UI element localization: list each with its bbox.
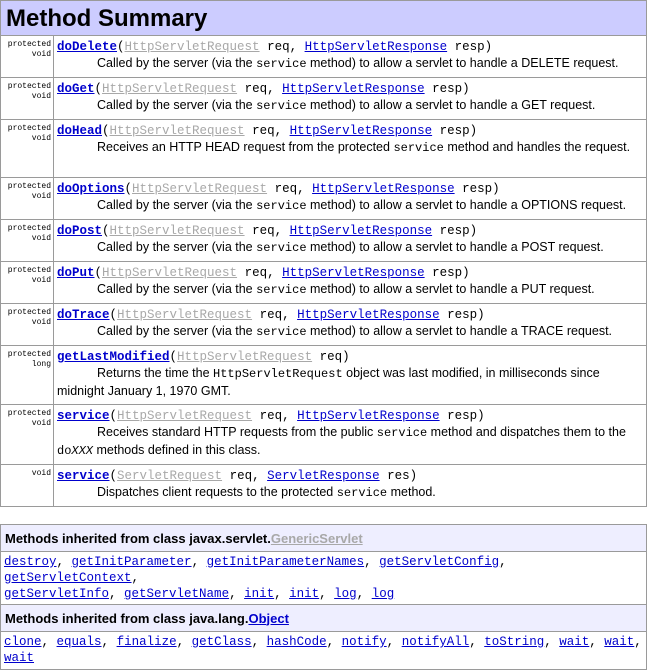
inherited-object-table: [0, 604, 647, 670]
method-row: [1, 178, 647, 220]
method-modifiers: [1, 120, 54, 178]
method-row: [1, 346, 647, 405]
param-type-link[interactable]: HttpServletRequest: [124, 40, 260, 54]
method-signature: getLastModified(HttpServletRequest req): [57, 350, 350, 364]
param-type-link[interactable]: HttpServletRequest: [109, 224, 245, 238]
inherited-method-link[interactable]: wait: [604, 635, 635, 649]
inherited-object-header: [1, 605, 647, 632]
inherited-method-link[interactable]: notifyAll: [401, 635, 470, 649]
method-description: Called by the server (via the service method) to allow a servlet to handle a DELETE request.: [97, 56, 619, 71]
code-text: HttpServletRequest: [213, 367, 343, 381]
method-description: Receives standard HTTP requests from the public service method and dispatches them to the doXXX methods defined in this class.: [57, 425, 626, 458]
method-description: Receives an HTTP HEAD request from the protected service method and handles the request.: [97, 140, 631, 155]
method-modifiers: [1, 405, 54, 465]
method-modifiers: [1, 78, 54, 120]
method-row: [1, 78, 647, 120]
method-signature-cell: [54, 220, 647, 262]
return-type-label: void: [31, 419, 51, 428]
code-text: service: [256, 283, 307, 297]
method-description: Called by the server (via the service method) to allow a servlet to handle a GET request.: [97, 98, 596, 113]
inherited-method-link[interactable]: init: [289, 587, 320, 601]
return-type-label: void: [31, 192, 51, 201]
method-modifiers: [1, 465, 54, 507]
param-type-link[interactable]: HttpServletResponse: [289, 124, 433, 138]
method-signature: service(HttpServletRequest req, HttpServletResponse resp): [57, 409, 485, 423]
inherited-method-link[interactable]: clone: [4, 635, 42, 649]
method-description: Returns the time the HttpServletRequest object was last modified, in milliseconds since midnight January 1, 1970 GMT.: [57, 366, 600, 398]
method-signature: doGet(HttpServletRequest req, HttpServletResponse resp): [57, 82, 470, 96]
method-row: [1, 405, 647, 465]
inherited-method-link[interactable]: hashCode: [266, 635, 327, 649]
param-type-link[interactable]: HttpServletRequest: [102, 266, 238, 280]
param-type-link[interactable]: HttpServletRequest: [102, 82, 238, 96]
modifier-label: protected: [7, 182, 51, 191]
param-type-link[interactable]: HttpServletResponse: [282, 82, 425, 96]
inherited-method-link[interactable]: equals: [56, 635, 102, 649]
method-description: Dispatches client requests to the protected service method.: [97, 485, 436, 500]
inherited-method-link[interactable]: init: [244, 587, 275, 601]
param-type-link[interactable]: HttpServletRequest: [117, 409, 253, 423]
code-text: service: [256, 99, 307, 113]
modifier-label: protected: [7, 409, 51, 418]
method-signature-cell: [54, 405, 647, 465]
param-type-link[interactable]: HttpServletResponse: [289, 224, 433, 238]
method-name-link[interactable]: doOptions: [57, 182, 125, 196]
code-italic-text: XXX: [71, 444, 94, 458]
inherited-method-link[interactable]: finalize: [116, 635, 177, 649]
code-text: service: [256, 325, 307, 339]
param-type-link[interactable]: HttpServletResponse: [304, 40, 448, 54]
method-description: Called by the server (via the service method) to allow a servlet to handle a PUT request.: [97, 282, 595, 297]
method-name-link[interactable]: doHead: [57, 124, 103, 138]
method-modifiers: [1, 346, 54, 405]
param-type-link[interactable]: HttpServletResponse: [297, 409, 440, 423]
method-description: Called by the server (via the service method) to allow a servlet to handle a OPTIONS request.: [97, 198, 627, 213]
inherited-method-link[interactable]: getServletName: [124, 587, 230, 601]
method-modifiers: [1, 178, 54, 220]
param-type-link[interactable]: HttpServletResponse: [297, 308, 440, 322]
modifier-label: protected: [7, 308, 51, 317]
code-text: service: [336, 486, 388, 500]
method-name-link[interactable]: doDelete: [57, 40, 118, 54]
page-title: Method Summary: [6, 5, 208, 32]
method-row: [1, 465, 647, 507]
method-summary-header: [1, 1, 647, 36]
return-type-label: void: [31, 134, 51, 143]
param-type-link[interactable]: HttpServletResponse: [312, 182, 455, 196]
return-type-label: void: [31, 318, 51, 327]
inherited-genericservlet-header: [1, 525, 647, 552]
method-modifiers: [1, 36, 54, 78]
method-row: [1, 304, 647, 346]
method-signature: doHead(HttpServletRequest req, HttpServletResponse resp): [57, 124, 478, 138]
code-text: service: [376, 426, 428, 440]
method-name-link[interactable]: doGet: [57, 82, 95, 96]
method-description: Called by the server (via the service method) to allow a servlet to handle a TRACE request.: [97, 324, 613, 339]
method-row: [1, 120, 647, 178]
inherited-method-link[interactable]: getServletContext: [4, 571, 132, 585]
object-class-link[interactable]: Object: [248, 610, 289, 626]
modifier-label: protected: [7, 82, 51, 91]
inherited-method-link[interactable]: wait: [559, 635, 590, 649]
inherited-method-link[interactable]: getServletInfo: [4, 587, 110, 601]
param-type-link[interactable]: HttpServletResponse: [282, 266, 425, 280]
method-name-link[interactable]: doPost: [57, 224, 103, 238]
return-type-label: void: [31, 276, 51, 285]
code-text: service: [256, 241, 307, 255]
inherited-object-methods: clone, equals, finalize, getClass, hashCode, notify, notifyAll, toString, wait, wait, wait: [1, 632, 647, 670]
method-modifiers: [1, 220, 54, 262]
method-modifiers: [1, 304, 54, 346]
method-signature-cell: [54, 36, 647, 78]
param-type-link[interactable]: HttpServletRequest: [117, 308, 253, 322]
code-text: service: [393, 141, 444, 155]
return-type-label: void: [31, 92, 51, 101]
return-type-label: void: [31, 50, 51, 59]
inherited-method-link[interactable]: log: [371, 587, 395, 601]
modifier-label: protected: [7, 124, 51, 133]
param-type-link[interactable]: ServletRequest: [117, 469, 223, 483]
method-signature-cell: [54, 120, 647, 178]
method-name-link[interactable]: service: [57, 409, 110, 423]
genericservlet-class-link[interactable]: GenericServlet: [270, 530, 363, 546]
param-type-link[interactable]: HttpServletRequest: [177, 350, 313, 364]
return-type-label: void: [31, 234, 51, 243]
method-row: [1, 36, 647, 78]
param-type-link[interactable]: HttpServletRequest: [132, 182, 268, 196]
method-signature: doPut(HttpServletRequest req, HttpServletResponse resp): [57, 266, 470, 280]
inherited-method-link[interactable]: destroy: [4, 555, 57, 569]
method-name-link[interactable]: doTrace: [57, 308, 110, 322]
inherited-method-link[interactable]: getInitParameter: [71, 555, 192, 569]
code-text: do: [57, 444, 72, 458]
modifier-label: protected: [7, 350, 51, 359]
method-signature: service(ServletRequest req, ServletResponse res): [57, 469, 418, 483]
method-signature: doDelete(HttpServletRequest req, HttpServletResponse resp): [57, 40, 493, 54]
method-row: [1, 262, 647, 304]
method-signature: doTrace(HttpServletRequest req, HttpServletResponse resp): [57, 308, 485, 322]
code-text: service: [256, 199, 307, 213]
method-signature: doPost(HttpServletRequest req, HttpServletResponse resp): [57, 224, 478, 238]
method-signature-cell: [54, 346, 647, 405]
param-type-link[interactable]: ServletResponse: [267, 469, 380, 483]
method-name-link[interactable]: getLastModified: [57, 350, 170, 364]
method-row: [1, 220, 647, 262]
method-signature-cell: [54, 465, 647, 507]
method-description: Called by the server (via the service method) to allow a servlet to handle a POST request.: [97, 240, 604, 255]
method-signature-cell: [54, 78, 647, 120]
return-type-label: long: [31, 360, 51, 369]
code-text: service: [256, 57, 307, 71]
inherited-method-link[interactable]: toString: [484, 635, 545, 649]
method-rows: [1, 36, 647, 507]
modifier-label: protected: [7, 224, 51, 233]
method-name-link[interactable]: service: [57, 469, 110, 483]
inherited-method-link[interactable]: getInitParameterNames: [206, 555, 365, 569]
inherited-method-link[interactable]: notify: [341, 635, 387, 649]
method-signature-cell: [54, 178, 647, 220]
inherited-prefix: Methods inherited from class javax.servlet.: [5, 530, 271, 546]
method-signature-cell: [54, 304, 647, 346]
modifier-label: protected: [7, 40, 51, 49]
inherited-genericservlet-methods: destroy, getInitParameter, getInitParameterNames, getServletConfig, getServletContext, getServletInfo, getServletName, init, init, log, log: [1, 552, 647, 606]
inherited-method-link[interactable]: getServletConfig: [379, 555, 500, 569]
inherited-method-link[interactable]: wait: [4, 651, 35, 665]
method-name-link[interactable]: doPut: [57, 266, 95, 280]
inherited-method-link[interactable]: log: [334, 587, 357, 601]
return-type-label: void: [31, 469, 51, 478]
inherited-method-link[interactable]: getClass: [191, 635, 252, 649]
inherited-genericservlet-table: [0, 524, 647, 606]
modifier-label: protected: [7, 266, 51, 275]
method-signature: doOptions(HttpServletRequest req, HttpServletResponse resp): [57, 182, 500, 196]
method-modifiers: [1, 262, 54, 304]
inherited-prefix: Methods inherited from class java.lang.: [5, 610, 249, 626]
method-signature-cell: [54, 262, 647, 304]
param-type-link[interactable]: HttpServletRequest: [109, 124, 245, 138]
